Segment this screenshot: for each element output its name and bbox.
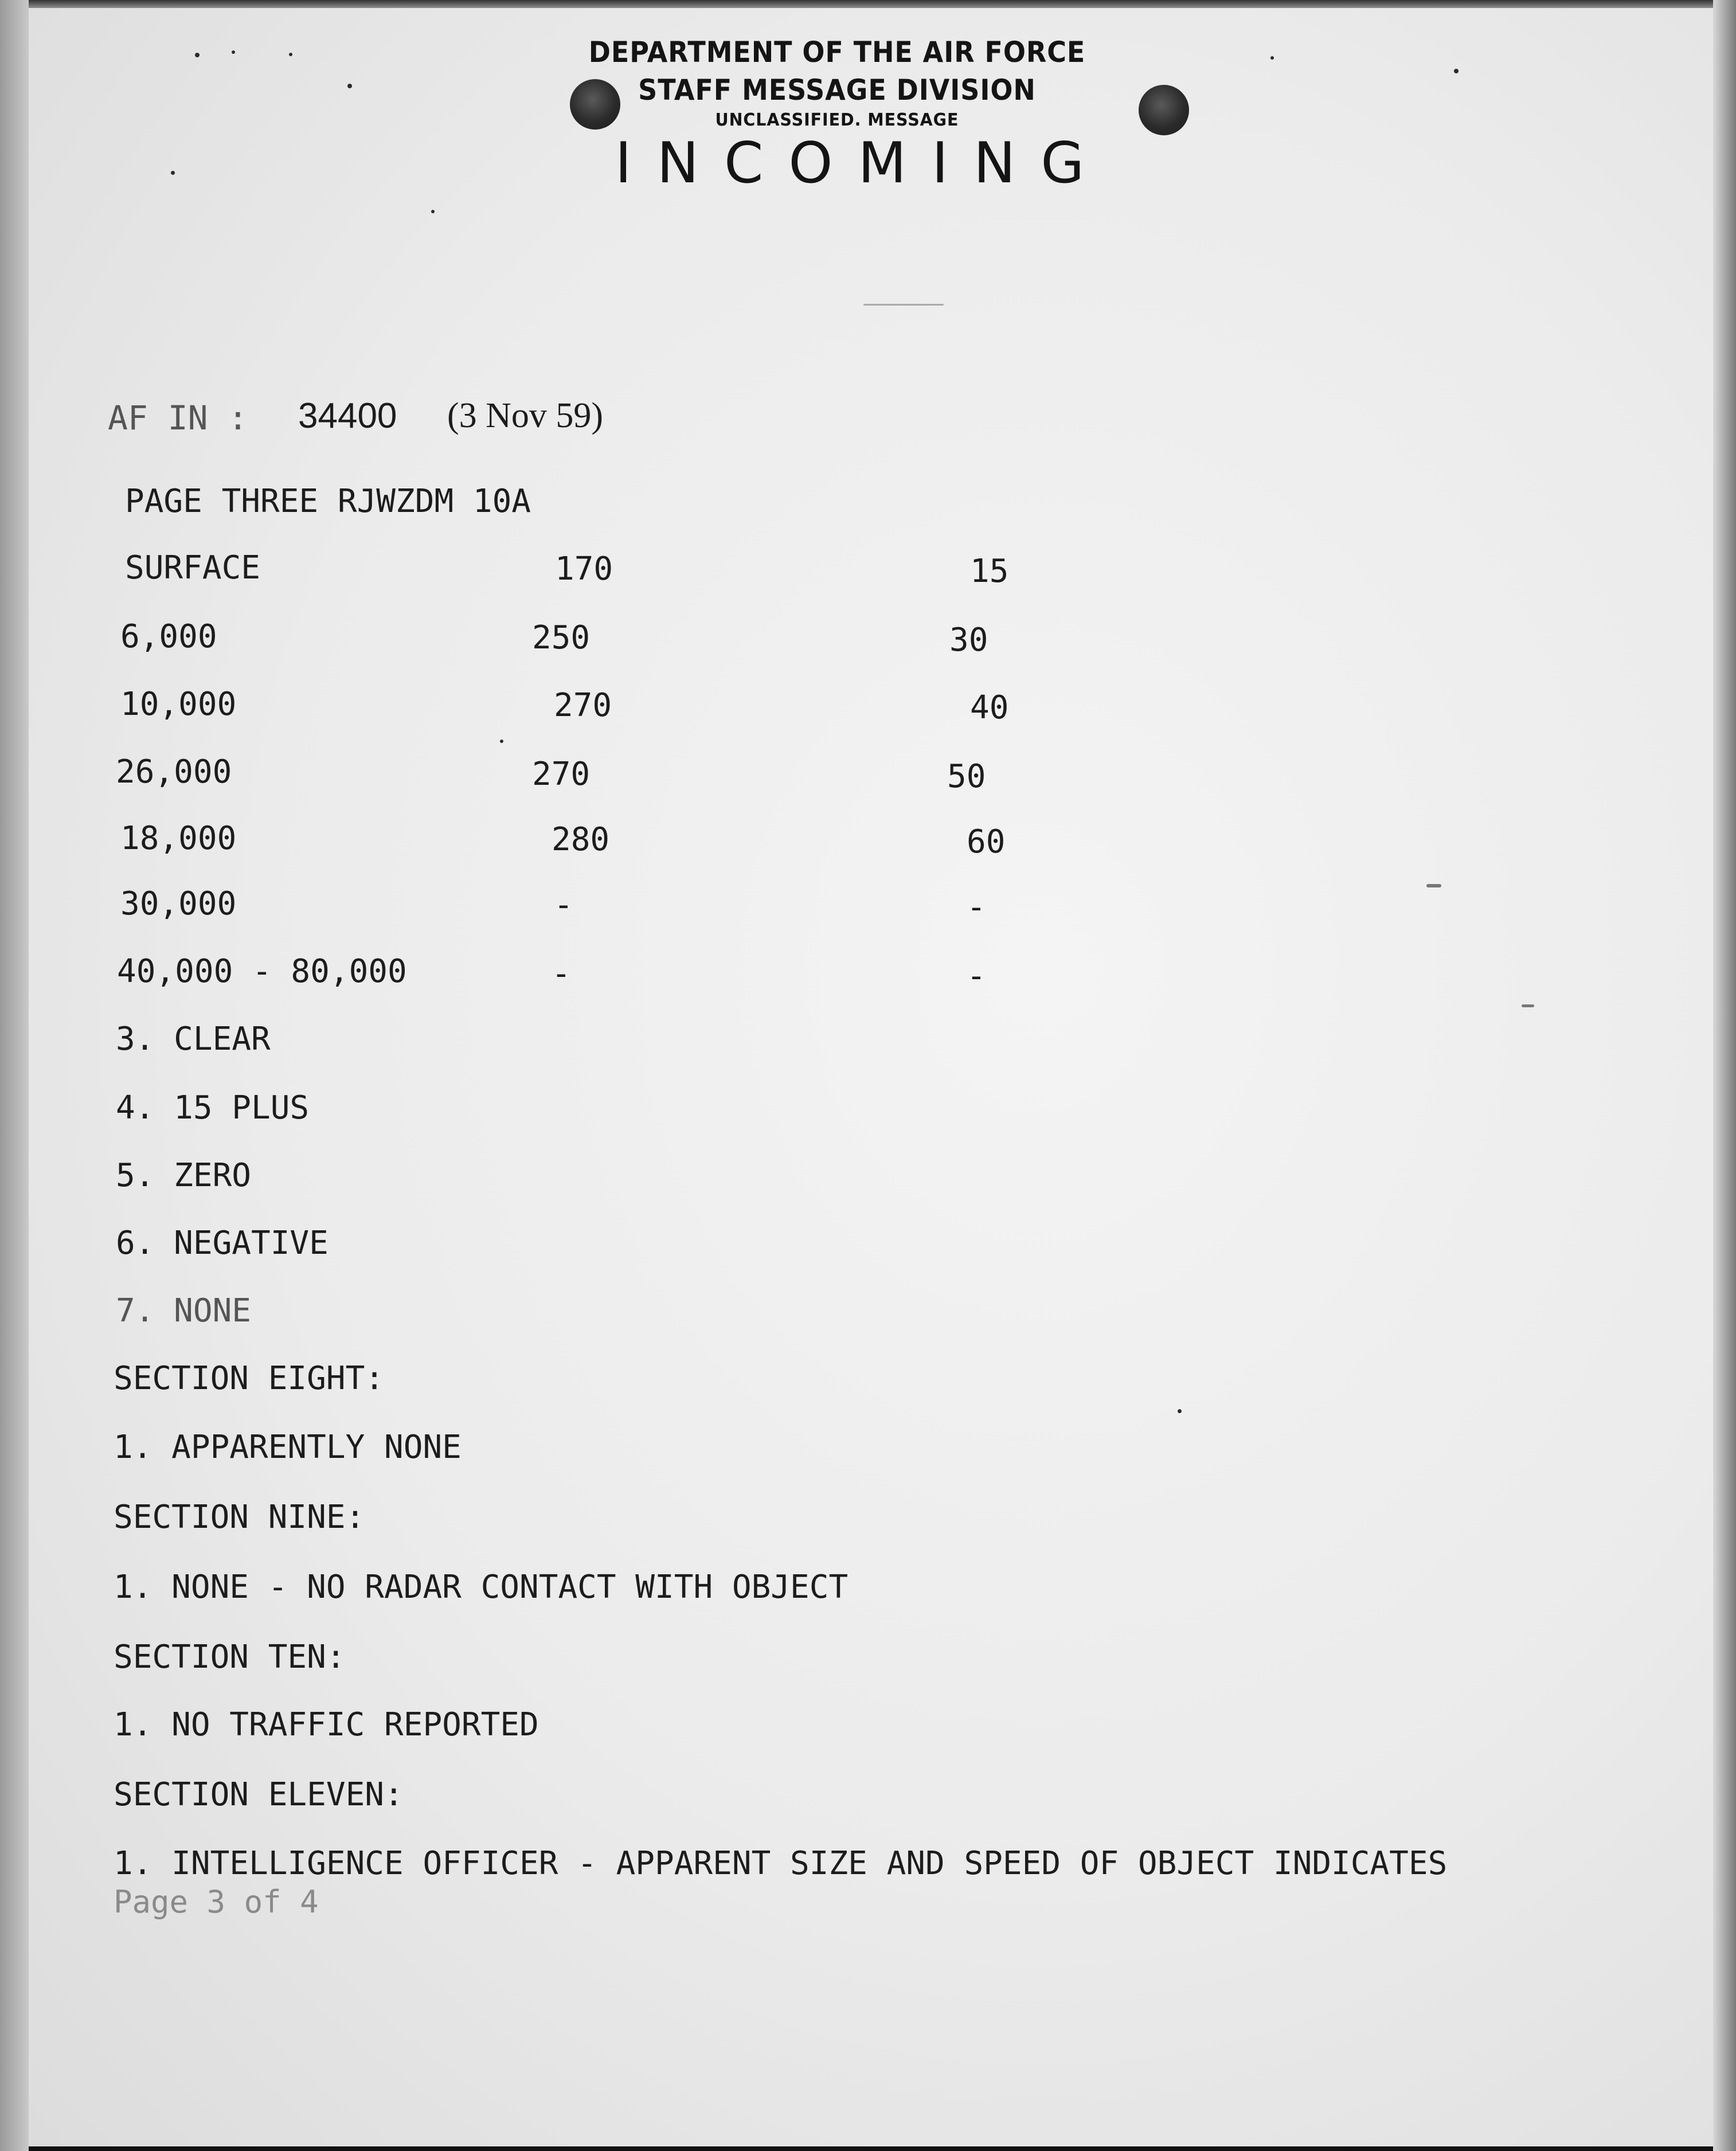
scan-speck <box>289 53 292 56</box>
section-heading: SECTION TEN: <box>114 1638 346 1676</box>
list-item: 7. NONE <box>116 1292 252 1329</box>
cell-speed: 30 <box>949 621 988 659</box>
scan-speck <box>1522 1004 1534 1007</box>
ref-number: 34400 <box>298 396 397 436</box>
cell-altitude: SURFACE <box>125 549 261 586</box>
cell-speed: 60 <box>967 823 1006 861</box>
scan-speck <box>195 53 200 57</box>
cell-direction: 170 <box>555 550 613 588</box>
cell-direction: - <box>554 886 573 924</box>
ref-date: (3 Nov 59) <box>447 396 604 435</box>
section-text: 1. NONE - NO RADAR CONTACT WITH OBJECT <box>114 1569 849 1606</box>
section-heading: SECTION EIGHT: <box>114 1360 385 1397</box>
cell-speed: 15 <box>970 553 1009 590</box>
section-heading: SECTION NINE: <box>114 1499 365 1536</box>
section-heading: SECTION ELEVEN: <box>114 1776 404 1813</box>
paper-sheet <box>29 8 1713 2146</box>
ref-label: AF IN : <box>108 398 248 437</box>
section-text: 1. NO TRAFFIC REPORTED <box>114 1706 539 1743</box>
list-item: 4. 15 PLUS <box>116 1089 310 1127</box>
cell-speed: 50 <box>947 758 986 795</box>
cell-altitude: 10,000 <box>120 686 237 723</box>
punch-hole-right <box>1139 85 1189 135</box>
header-incoming: INCOMING <box>615 131 1110 196</box>
cell-altitude: 18,000 <box>120 820 237 857</box>
scan-speck <box>500 740 503 743</box>
scan-speck <box>431 210 435 213</box>
scan-left-edge <box>0 0 29 2151</box>
scan-speck <box>1178 1409 1182 1413</box>
scan-speck <box>347 84 352 88</box>
list-item: 5. ZERO <box>116 1157 252 1194</box>
list-item: 6. NEGATIVE <box>116 1225 329 1262</box>
scan-speck <box>1454 69 1459 73</box>
cell-altitude: 26,000 <box>116 753 232 791</box>
page-line: PAGE THREE RJWZDM 10A <box>125 483 531 520</box>
cell-direction: 250 <box>532 619 591 656</box>
cell-direction: - <box>552 955 571 992</box>
cell-direction: 270 <box>554 687 612 724</box>
section-text: 1. APPARENTLY NONE <box>114 1429 462 1466</box>
scan-speck <box>232 50 235 54</box>
header-division: STAFF MESSAGE DIVISION <box>638 73 1036 107</box>
scan-right-edge <box>1713 0 1736 2151</box>
cell-altitude: 30,000 <box>120 885 237 922</box>
header-department: DEPARTMENT OF THE AIR FORCE <box>588 36 1086 69</box>
cell-speed: 40 <box>970 689 1009 726</box>
section-text: 1. INTELLIGENCE OFFICER - APPARENT SIZE AND SPEED OF OBJECT INDICATES <box>114 1845 1448 1882</box>
scan-speck <box>863 304 944 306</box>
list-item: 3. CLEAR <box>116 1020 271 1058</box>
scan-speck <box>1270 56 1274 60</box>
scan-speck <box>1426 884 1441 887</box>
scan-speck <box>171 171 175 175</box>
cell-altitude: 6,000 <box>120 618 217 655</box>
cell-direction: 280 <box>552 821 610 858</box>
cell-direction: 270 <box>532 756 591 793</box>
header-classification: UNCLASSIFIED. MESSAGE <box>715 110 959 130</box>
page-footer: Page 3 of 4 <box>114 1884 319 1920</box>
scan-top-edge <box>0 0 1736 8</box>
cell-speed: - <box>967 889 986 926</box>
punch-hole-left <box>570 79 620 130</box>
cell-altitude: 40,000 - 80,000 <box>117 953 407 990</box>
cell-speed: - <box>967 957 986 995</box>
